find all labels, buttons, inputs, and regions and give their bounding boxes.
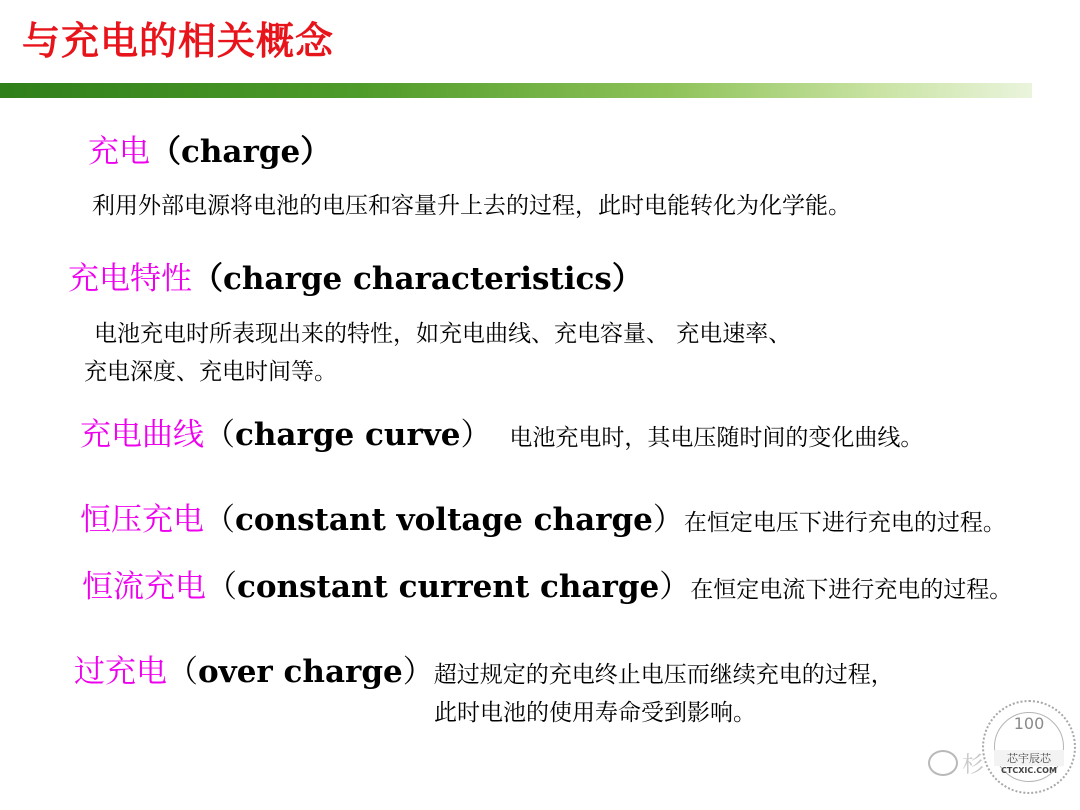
watermark-seal: [982, 700, 1076, 794]
term-constant-current-row: [82, 567, 1012, 610]
paren-open: （: [204, 417, 235, 453]
term-overcharge-description-line2: 此时电池的使用寿命受到影响。: [434, 700, 756, 726]
wechat-icon: [928, 750, 958, 776]
term-characteristics-heading: [68, 259, 643, 299]
paren-close: ）: [460, 417, 492, 453]
term-label: 充电曲线: [80, 417, 204, 453]
paren-close: ）: [652, 502, 684, 538]
paren-close: ）: [402, 654, 434, 690]
term-label: 充电: [88, 134, 150, 170]
term-label: 过充电: [74, 654, 167, 690]
slide-title: 与充电的相关概念: [22, 19, 335, 63]
term-charge-heading: [88, 132, 331, 172]
paren-open: （: [206, 569, 237, 605]
term-label: 恒压充电: [80, 502, 204, 538]
term-english: （charge）: [150, 134, 332, 170]
term-english: over charge: [198, 654, 403, 690]
term-label: 恒流充电: [82, 569, 206, 605]
paren-open: （: [204, 502, 235, 538]
term-label: 充电特性: [68, 261, 192, 297]
term-description: 电池充电时，其电压随时间的变化曲线。: [509, 425, 924, 451]
term-description-line1: 超过规定的充电终止电压而继续充电的过程，: [433, 662, 894, 688]
seal-site: CTCXIC.COM: [1001, 766, 1057, 775]
term-constant-voltage-row: [80, 500, 1006, 543]
term-curve-row: [80, 415, 923, 458]
term-english: constant current charge: [237, 569, 660, 605]
term-characteristics-description-line2: 充电深度、充电时间等。: [84, 359, 337, 385]
term-overcharge-row: [74, 652, 894, 695]
term-description: 在恒定电压下进行充电的过程。: [683, 510, 1006, 536]
watermark-text: 杉: [962, 753, 985, 778]
seal-number: 100: [1013, 714, 1045, 733]
term-english: constant voltage charge: [235, 502, 653, 538]
seal-name: 芯宇辰芯: [994, 750, 1064, 766]
paren-close: ）: [659, 569, 691, 605]
title-underline-bar: [0, 83, 1032, 98]
term-description: 在恒定电流下进行充电的过程。: [690, 577, 1013, 603]
paren-open: （: [167, 654, 198, 690]
term-english: （charge characteristics）: [192, 261, 643, 297]
term-english: charge curve: [235, 417, 461, 453]
term-characteristics-description-line1: 电池充电时所表现出来的特性，如充电曲线、充电容量、 充电速率、: [94, 321, 792, 347]
term-charge-description: 利用外部电源将电池的电压和容量升上去的过程，此时电能转化为化学能。: [92, 193, 851, 219]
